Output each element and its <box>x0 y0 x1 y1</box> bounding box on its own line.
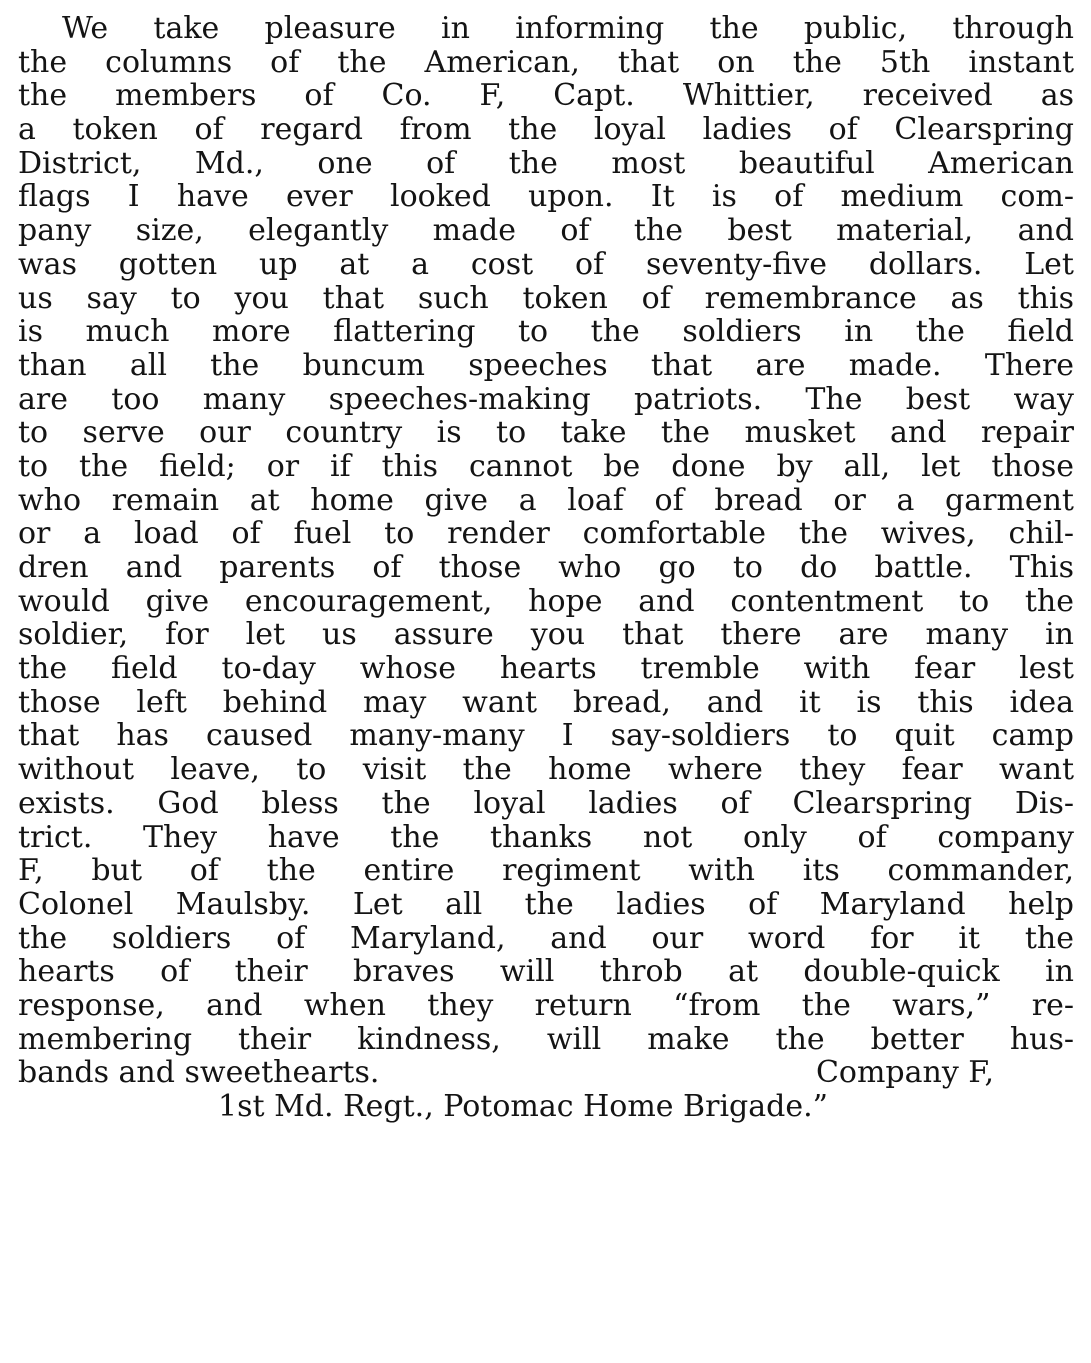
article-line: us say to you that such token of remembrance as this <box>18 281 1074 316</box>
article-line: without leave, to visit the home where they fear want <box>18 753 1074 787</box>
article-line: trict. They have the thanks not only of company <box>18 820 1074 855</box>
article-line: the field to-day whose hearts tremble with fear lest <box>18 652 1074 686</box>
article-line: soldier, for let us assure you that there are many in <box>18 618 1074 653</box>
article-line: pany size, elegantly made of the best material, and <box>18 214 1074 248</box>
signature-company: Company F, <box>815 1056 994 1090</box>
article-line: membering their kindness, will make the better hus- <box>18 1022 1074 1057</box>
article-final-line <box>18 1056 1074 1090</box>
article-line: District, Md., one of the most beautiful American <box>18 146 1074 181</box>
article-line: is much more flattering to the soldiers in the field <box>18 315 1074 349</box>
article-line: exists. God bless the loyal ladies of Clearspring Dis- <box>18 786 1074 821</box>
article-line: that has caused many-many I say-soldiers to quit camp <box>18 719 1074 754</box>
article-line: response, and when they return “from the wars,” re- <box>18 988 1074 1023</box>
article-line: flags I have ever looked upon. It is of medium com- <box>18 180 1074 215</box>
article-line: than all the buncum speeches that are made. There <box>18 348 1074 383</box>
article-line: the members of Co. F, Capt. Whittier, received as <box>18 79 1074 114</box>
article-line: hearts of their braves will throb at double-quick in <box>18 955 1074 989</box>
signature-regiment: 1st Md. Regt., Potomac Home Brigade.” <box>218 1090 828 1124</box>
article-line: We take pleasure in informing the public, through <box>62 12 1074 46</box>
article-line: F, but of the entire regiment with its commander, <box>18 854 1074 888</box>
article-line: or a load of fuel to render comfortable the wives, chil- <box>18 517 1074 551</box>
article-line: was gotten up at a cost of seventy-five dollars. Let <box>18 247 1074 282</box>
article-line: a token of regard from the loyal ladies of Clearspring <box>18 113 1074 147</box>
article-line: who remain at home give a loaf of bread or a garment <box>18 483 1074 518</box>
article-line: would give encouragement, hope and contentment to the <box>18 584 1074 619</box>
article-last-text: bands and sweethearts. <box>18 1056 380 1090</box>
article-line: to serve our country is to take the musket and repair <box>18 416 1074 450</box>
article-line: those left behind may want bread, and it is this idea <box>18 685 1074 720</box>
article-line: the soldiers of Maryland, and our word for it the <box>18 921 1074 956</box>
article-line: dren and parents of those who go to do battle. This <box>18 551 1074 585</box>
newspaper-article <box>18 12 1074 1124</box>
article-line: Colonel Maulsby. Let all the ladies of Maryland help <box>18 887 1074 922</box>
article-line: are too many speeches-making patriots. The best way <box>18 382 1074 417</box>
article-line: to the field; or if this cannot be done by all, let those <box>18 449 1074 484</box>
article-line: the columns of the American, that on the 5th instant <box>18 45 1074 80</box>
